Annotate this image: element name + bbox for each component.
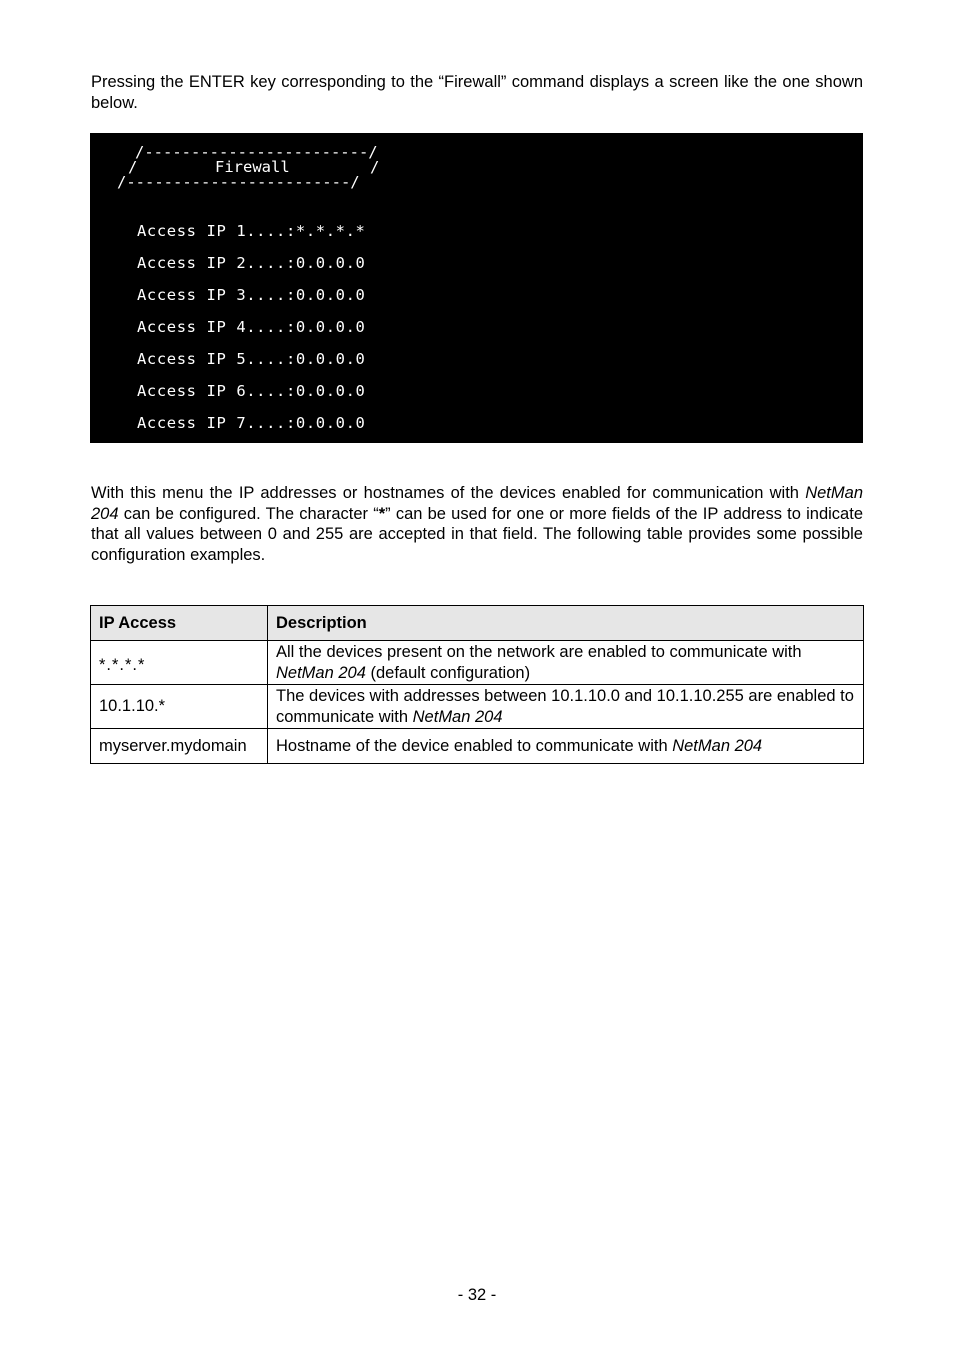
table-row <box>91 685 864 729</box>
explanation-paragraph <box>91 483 863 565</box>
header-description: Description <box>268 606 864 641</box>
ip-access-cell <box>91 685 268 729</box>
page-number: - 32 - <box>457 1286 497 1304</box>
explanation-product-name: NetMan 204 <box>91 484 863 523</box>
access-ip-7-line: Access IP 7....:0.0.0.0 <box>137 414 366 432</box>
explanation-part-3: ” can be used for one or more fields of the IP address to indicate that all values between 0 and 255 are accepted in that field. The following table provides some possible configuration examples. <box>91 504 863 564</box>
ip-access-value: 10.1.10.* <box>99 697 166 716</box>
description-text: Hostname of the device enabled to communicate with <box>276 736 673 755</box>
explanation-part-1: With this menu the IP addresses or hostnames of the devices enabled for communication with <box>91 484 806 502</box>
description-cell <box>268 641 864 685</box>
description-cell <box>268 685 864 729</box>
explanation-part-2: can be configured. The character “ <box>118 504 379 523</box>
description-text: The devices with addresses between 10.1.10.0 and 10.1.10.255 are enabled to communicate with <box>276 687 854 726</box>
access-ip-2-line: Access IP 2....:0.0.0.0 <box>137 254 366 272</box>
table-row <box>91 641 864 685</box>
banner-bottom-border: /------------------------/ <box>117 173 360 191</box>
description-product-name: NetMan 204 <box>276 663 366 682</box>
description-product-name: NetMan 204 <box>672 736 763 755</box>
ip-access-value: myserver.mydomain <box>99 736 247 755</box>
ip-access-cell <box>91 641 268 685</box>
banner-title-right-edge: / <box>370 158 380 176</box>
wildcard-character: * <box>378 504 386 523</box>
access-ip-6-line: Access IP 6....:0.0.0.0 <box>137 382 366 400</box>
ip-access-examples-table <box>90 605 864 764</box>
header-ip-access: IP Access <box>91 606 268 641</box>
banner-title-left-edge: / <box>128 158 138 176</box>
ip-access-cell <box>91 729 268 764</box>
table-header-row <box>91 606 864 641</box>
access-ip-4-line: Access IP 4....:0.0.0.0 <box>137 318 366 336</box>
description-text: All the devices present on the network are enabled to communicate with <box>276 643 802 661</box>
table-row <box>91 729 864 764</box>
access-ip-5-line: Access IP 5....:0.0.0.0 <box>137 350 366 368</box>
ip-access-value: *.*.*.* <box>99 656 146 675</box>
intro-paragraph: Pressing the ENTER key corresponding to the “Firewall” command displays a screen like the one shown below. <box>91 73 863 112</box>
firewall-terminal-screen <box>90 133 863 443</box>
access-ip-3-line: Access IP 3....:0.0.0.0 <box>137 286 366 304</box>
description-cell <box>268 729 864 764</box>
description-text-suffix: (default configuration) <box>365 663 531 682</box>
description-product-name: NetMan 204 <box>412 707 503 726</box>
access-ip-1-line: Access IP 1....:*.*.*.* <box>137 222 366 240</box>
banner-title: Firewall <box>215 158 290 176</box>
banner-top-border: /------------------------/ <box>135 143 378 161</box>
